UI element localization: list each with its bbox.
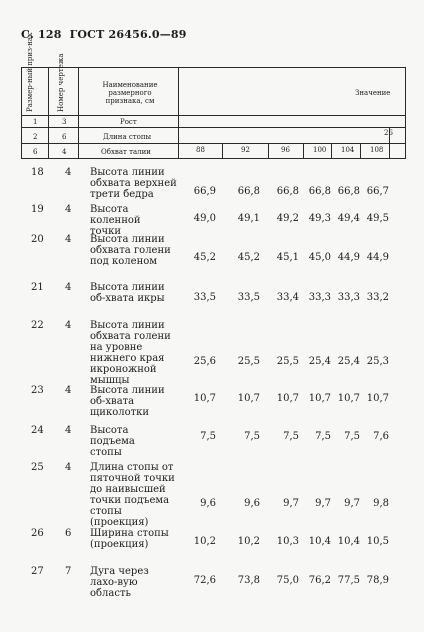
top-row-3-v4: 100 xyxy=(313,146,327,154)
row-27-v3: 75,0 xyxy=(276,575,299,586)
top-row-3-v3: 96 xyxy=(281,146,290,154)
vline-3 xyxy=(178,67,179,158)
vline-v6 xyxy=(389,143,390,158)
row-26-v4: 10,4 xyxy=(308,536,331,547)
row-22-num: 22 xyxy=(31,320,44,331)
page-header xyxy=(21,28,187,41)
row-21-v1: 33,5 xyxy=(193,292,216,303)
top-row-2-value: 26 xyxy=(384,129,393,137)
row-27-drawing: 7 xyxy=(65,566,72,577)
top-row-3-num: 6 xyxy=(33,148,38,156)
top-row-1-num: 1 xyxy=(33,118,38,126)
row-20-drawing: 4 xyxy=(65,234,72,245)
row-23-num: 23 xyxy=(31,385,44,396)
row-27-v2: 73,8 xyxy=(237,575,260,586)
vline-v3 xyxy=(303,143,304,158)
row-20-v6: 44,9 xyxy=(366,252,389,263)
row-21-v6: 33,2 xyxy=(366,292,389,303)
row-18-v5: 66,8 xyxy=(337,186,360,197)
row-22-drawing: 4 xyxy=(65,320,72,331)
col-header-drawing-label: Номер чертежа xyxy=(57,53,65,112)
row-20-v4: 45,0 xyxy=(308,252,331,263)
row-18-v6: 66,7 xyxy=(366,186,389,197)
row-27-num: 27 xyxy=(31,566,44,577)
row-23-v3: 10,7 xyxy=(276,393,299,404)
row-23-v2: 10,7 xyxy=(237,393,260,404)
row-19-v4: 49,3 xyxy=(308,213,331,224)
row-20-v3: 45,1 xyxy=(276,252,299,263)
vline-1 xyxy=(48,67,49,158)
row-22-v1: 25,6 xyxy=(193,356,216,367)
row-20-num: 20 xyxy=(31,234,44,245)
row-18-v4: 66,8 xyxy=(308,186,331,197)
row-21-v3: 33,4 xyxy=(276,292,299,303)
row-23-drawing: 4 xyxy=(65,385,72,396)
row-26-drawing: 6 xyxy=(65,528,72,539)
vline-2 xyxy=(78,67,79,158)
row-24-v5: 7,5 xyxy=(344,431,360,442)
row-18-v2: 66,8 xyxy=(237,186,260,197)
col-header-name-label: Наименование размерного признака, см xyxy=(102,81,158,105)
row-21-num: 21 xyxy=(31,282,44,293)
row-24-v1: 7,5 xyxy=(200,431,216,442)
row-26-name: Ширина стопы (проекция) xyxy=(90,528,169,550)
top-row-3-name: Обхват талии xyxy=(101,148,151,156)
row-24-v6: 7,6 xyxy=(373,431,389,442)
row-19-v2: 49,1 xyxy=(237,213,260,224)
row-23-v5: 10,7 xyxy=(337,393,360,404)
row3-bottom xyxy=(21,158,406,159)
row-23-v4: 10,7 xyxy=(308,393,331,404)
row-18-name: Высота линии обхвата верхней трети бедра xyxy=(90,167,177,200)
col-header-num-label: Размер-ный приз-нак xyxy=(26,32,34,112)
row-19-v1: 49,0 xyxy=(193,213,216,224)
row-25-v3: 9,7 xyxy=(283,498,299,509)
row-24-v3: 7,5 xyxy=(283,431,299,442)
top-row-3-v6: 108 xyxy=(370,146,384,154)
row-22-v2: 25,5 xyxy=(237,356,260,367)
vline-left xyxy=(21,67,22,158)
row-24-num: 24 xyxy=(31,425,44,436)
row-22-v4: 25,4 xyxy=(308,356,331,367)
vline-v2 xyxy=(268,143,269,158)
row-25-v6: 9,8 xyxy=(373,498,389,509)
row-27-v5: 77,5 xyxy=(337,575,360,586)
row-24-v2: 7,5 xyxy=(244,431,260,442)
row-27-v1: 72,6 xyxy=(193,575,216,586)
top-row-1-name: Рост xyxy=(120,118,137,126)
row-26-v6: 10,5 xyxy=(366,536,389,547)
row-20-v5: 44,9 xyxy=(337,252,360,263)
top-row-2-name: Длина стопы xyxy=(103,133,152,141)
row-20-v1: 45,2 xyxy=(193,252,216,263)
row-19-name: Высота коленной точки xyxy=(90,204,141,237)
row-20-name: Высота линии обхвата голени под коленом xyxy=(90,234,171,267)
row-18-v1: 66,9 xyxy=(193,186,216,197)
row-21-drawing: 4 xyxy=(65,282,72,293)
top-row-2-drawing: 6 xyxy=(62,133,67,141)
row-25-name: Длина стопы от пяточной точки до наивысшей точки подъема стопы (проекция) xyxy=(90,462,175,528)
row-22-v5: 25,4 xyxy=(337,356,360,367)
row-24-v4: 7,5 xyxy=(315,431,331,442)
row-21-v2: 33,5 xyxy=(237,292,260,303)
row-26-v2: 10,2 xyxy=(237,536,260,547)
row-21-name: Высота линии об-хвата икры xyxy=(90,282,165,304)
row-19-v6: 49,5 xyxy=(366,213,389,224)
row-23-v6: 10,7 xyxy=(366,393,389,404)
row-26-v3: 10,3 xyxy=(276,536,299,547)
row-25-num: 25 xyxy=(31,462,44,473)
row-27-v4: 76,2 xyxy=(308,575,331,586)
vline-v1 xyxy=(222,143,223,158)
top-row-3-v5: 104 xyxy=(341,146,355,154)
top-row-3-v2: 92 xyxy=(241,146,250,154)
vline-v5 xyxy=(360,143,361,158)
row-18-v3: 66,8 xyxy=(276,186,299,197)
row-19-v5: 49,4 xyxy=(337,213,360,224)
row-24-name: Высота подъема стопы xyxy=(90,425,135,458)
row-26-num: 26 xyxy=(31,528,44,539)
row-26-v1: 10,2 xyxy=(193,536,216,547)
row-25-v1: 9,6 xyxy=(200,498,216,509)
row-19-num: 19 xyxy=(31,204,44,215)
row-25-drawing: 4 xyxy=(65,462,72,473)
row-22-name: Высота линии обхвата голени на уровне нижнего края икроножной мышцы xyxy=(90,320,171,386)
row-21-v4: 33,3 xyxy=(308,292,331,303)
row-22-v3: 25,5 xyxy=(276,356,299,367)
row-25-v2: 9,6 xyxy=(244,498,260,509)
row-26-v5: 10,4 xyxy=(337,536,360,547)
top-row-3-v1: 88 xyxy=(196,146,205,154)
row-18-drawing: 4 xyxy=(65,167,72,178)
row-27-v6: 78,9 xyxy=(366,575,389,586)
row-21-v5: 33,3 xyxy=(337,292,360,303)
top-row-1-drawing: 3 xyxy=(62,118,67,126)
col-header-value-label: Значение xyxy=(355,89,391,97)
row-19-v3: 49,2 xyxy=(276,213,299,224)
col-header-value xyxy=(355,89,390,97)
col-header-name xyxy=(90,81,170,105)
row-18-num: 18 xyxy=(31,167,44,178)
row-25-v5: 9,7 xyxy=(344,498,360,509)
row-22-v6: 25,3 xyxy=(366,356,389,367)
vline-right xyxy=(405,67,406,158)
row-20-v2: 45,2 xyxy=(237,252,260,263)
vline-v4 xyxy=(331,143,332,158)
row-23-name: Высота линии об-хвата щиколотки xyxy=(90,385,165,418)
page-number: С. 128 xyxy=(21,28,62,41)
row-19-drawing: 4 xyxy=(65,204,72,215)
col-header-num xyxy=(26,32,34,112)
row-24-drawing: 4 xyxy=(65,425,72,436)
top-row-3-drawing: 4 xyxy=(62,148,67,156)
row-27-name: Дуга через лахо-вую область xyxy=(90,566,149,599)
top-row-2-num: 2 xyxy=(33,133,38,141)
row-23-v1: 10,7 xyxy=(193,393,216,404)
row-25-v4: 9,7 xyxy=(315,498,331,509)
standard-code: ГОСТ 26456.0—89 xyxy=(69,28,187,41)
col-header-drawing xyxy=(57,53,65,112)
